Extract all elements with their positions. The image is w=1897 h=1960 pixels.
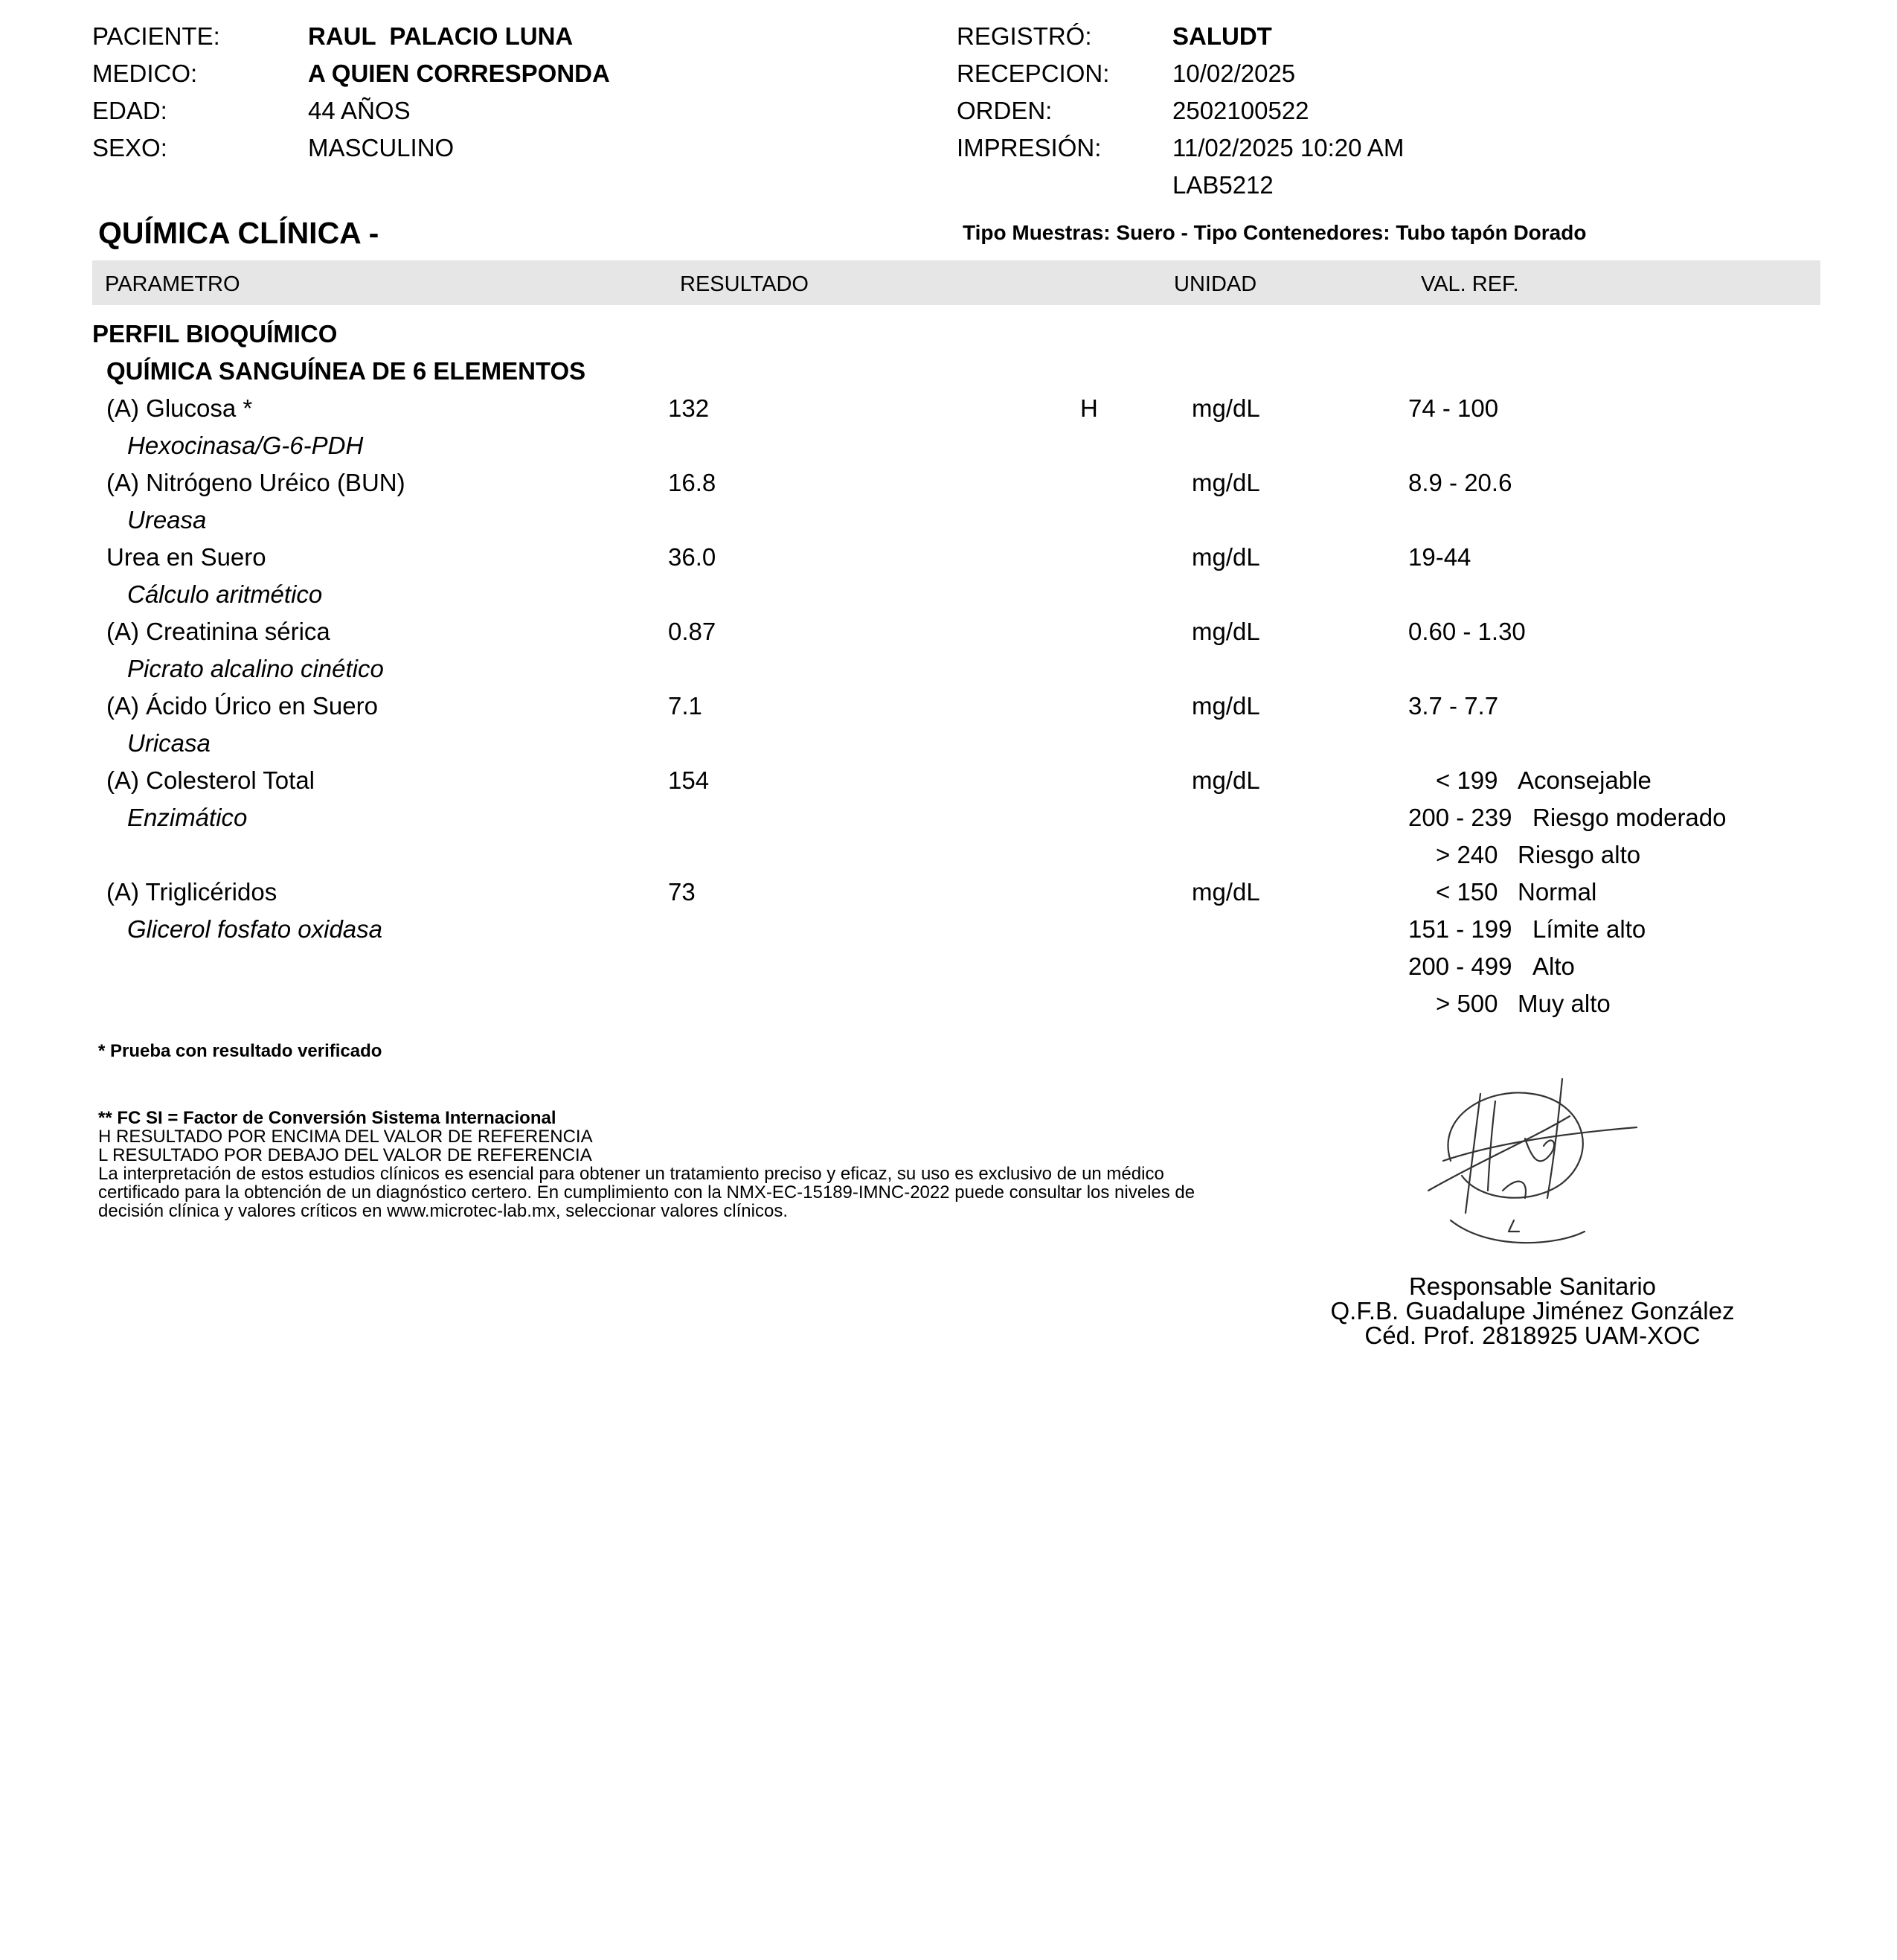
test-result-urea: 36.0 [668, 543, 716, 571]
test-unit-trigliceridos: mg/dL [1192, 878, 1260, 906]
label-edad: EDAD: [92, 97, 167, 124]
test-method-creatinina: Picrato alcalino cinético [127, 655, 384, 682]
test-name-colesterol: (A) Colesterol Total [106, 766, 315, 794]
test-unit-creatinina: mg/dL [1192, 618, 1260, 645]
signature-license: Céd. Prof. 2818925 UAM-XOC [1364, 1322, 1701, 1349]
note-h-line: H RESULTADO POR ENCIMA DEL VALOR DE REFERENCIA [98, 1127, 593, 1147]
test-result-bun: 16.8 [668, 469, 716, 496]
test-ref-acido-urico: 3.7 - 7.7 [1408, 692, 1499, 720]
ref-label-trigliceridos-4: Muy alto [1518, 990, 1611, 1017]
handwritten-signature [1421, 1072, 1659, 1258]
test-result-glucosa: 132 [668, 394, 710, 422]
value-orden: 2502100522 [1172, 97, 1309, 124]
test-ref-bun: 8.9 - 20.6 [1408, 469, 1512, 496]
label-registro: REGISTRÓ: [957, 22, 1092, 50]
ref-label-trigliceridos-3: Alto [1532, 952, 1575, 980]
test-result-creatinina: 0.87 [668, 618, 716, 645]
test-unit-bun: mg/dL [1192, 469, 1260, 496]
value-recepcion: 10/02/2025 [1172, 60, 1296, 87]
test-unit-acido-urico: mg/dL [1192, 692, 1260, 720]
col-header-parametro: PARAMETRO [105, 272, 240, 296]
test-method-colesterol: Enzimático [127, 804, 248, 831]
test-method-urea: Cálculo aritmético [127, 580, 323, 608]
ref-range-trigliceridos-3: 200 - 499 [1408, 952, 1512, 980]
test-unit-colesterol: mg/dL [1192, 766, 1260, 794]
ref-label-trigliceridos-1: Normal [1518, 878, 1597, 906]
ref-range-trigliceridos-4: > 500 [1436, 990, 1498, 1017]
test-flag-glucosa: H [1080, 394, 1098, 422]
test-ref-glucosa: 74 - 100 [1408, 394, 1499, 422]
ref-range-trigliceridos-1: < 150 [1436, 878, 1498, 906]
signature-role: Responsable Sanitario [1408, 1272, 1657, 1300]
col-header-resultado: RESULTADO [680, 272, 809, 296]
profile-subtitle: QUÍMICA SANGUÍNEA DE 6 ELEMENTOS [106, 357, 586, 385]
note-disclaimer-2: certificado para la obtención de un diagnóstico certero. En cumplimiento con la NMX-EC-15189-IMNC-2022 puede consultar los niveles de [98, 1182, 1195, 1202]
label-impresion: IMPRESIÓN: [957, 134, 1102, 161]
label-paciente: PACIENTE: [92, 22, 220, 50]
ref-label-colesterol-1: Aconsejable [1518, 766, 1652, 794]
ref-label-colesterol-2: Riesgo moderado [1532, 804, 1727, 831]
ref-range-trigliceridos-2: 151 - 199 [1408, 915, 1512, 943]
test-method-acido-urico: Uricasa [127, 729, 211, 757]
value-medico: A QUIEN CORRESPONDA [308, 60, 610, 87]
test-unit-urea: mg/dL [1192, 543, 1260, 571]
label-recepcion: RECEPCION: [957, 60, 1110, 87]
test-result-trigliceridos: 73 [668, 878, 696, 906]
profile-title: PERFIL BIOQUÍMICO [92, 320, 338, 348]
col-header-val-ref: VAL. REF. [1421, 272, 1519, 296]
test-result-colesterol: 154 [668, 766, 710, 794]
note-disclaimer-3: decisión clínica y valores críticos en www.microtec-lab.mx, seleccionar valores clínicos. [98, 1201, 788, 1221]
note-l-line: L RESULTADO POR DEBAJO DEL VALOR DE REFERENCIA [98, 1145, 592, 1165]
ref-range-colesterol-1: < 199 [1436, 766, 1498, 794]
test-ref-urea: 19-44 [1408, 543, 1471, 571]
note-verified: * Prueba con resultado verificado [98, 1041, 382, 1061]
test-method-trigliceridos: Glicerol fosfato oxidasa [127, 915, 383, 943]
value-registro: SALUDT [1172, 22, 1272, 50]
test-result-acido-urico: 7.1 [668, 692, 702, 720]
signature-name: Q.F.B. Guadalupe Jiménez González [1330, 1297, 1735, 1325]
value-sexo: MASCULINO [308, 134, 455, 161]
sample-info: Tipo Muestras: Suero - Tipo Contenedores: Tubo tapón Dorado [963, 221, 1587, 244]
test-name-bun: (A) Nitrógeno Uréico (BUN) [106, 469, 405, 496]
test-method-bun: Ureasa [127, 506, 207, 534]
col-header-unidad: UNIDAD [1174, 272, 1257, 296]
note-disclaimer-1: La interpretación de estos estudios clínicos es esencial para obtener un tratamiento preciso y eficaz, su uso es exclusivo de un médico [98, 1164, 1164, 1184]
test-unit-glucosa: mg/dL [1192, 394, 1260, 422]
ref-range-colesterol-3: > 240 [1436, 841, 1498, 868]
test-name-urea: Urea en Suero [106, 543, 266, 571]
test-name-glucosa: (A) Glucosa * [106, 394, 253, 422]
value-impresion: 11/02/2025 10:20 AM [1172, 134, 1405, 161]
label-sexo: SEXO: [92, 134, 167, 161]
label-orden: ORDEN: [957, 97, 1053, 124]
section-title: QUÍMICA CLÍNICA - [98, 216, 379, 250]
value-edad: 44 AÑOS [308, 97, 411, 124]
ref-range-colesterol-2: 200 - 239 [1408, 804, 1512, 831]
test-method-glucosa: Hexocinasa/G-6-PDH [127, 432, 364, 459]
test-name-creatinina: (A) Creatinina sérica [106, 618, 330, 645]
value-lab-id: LAB5212 [1172, 171, 1274, 199]
ref-label-trigliceridos-2: Límite alto [1532, 915, 1646, 943]
test-ref-creatinina: 0.60 - 1.30 [1408, 618, 1526, 645]
test-name-acido-urico: (A) Ácido Úrico en Suero [106, 692, 378, 720]
note-fc-si: ** FC SI = Factor de Conversión Sistema Internacional [98, 1108, 556, 1128]
value-paciente: RAUL PALACIO LUNA [308, 22, 574, 50]
column-header-bar [92, 260, 1820, 305]
label-medico: MEDICO: [92, 60, 198, 87]
test-name-trigliceridos: (A) Triglicéridos [106, 878, 277, 906]
ref-label-colesterol-3: Riesgo alto [1518, 841, 1641, 868]
